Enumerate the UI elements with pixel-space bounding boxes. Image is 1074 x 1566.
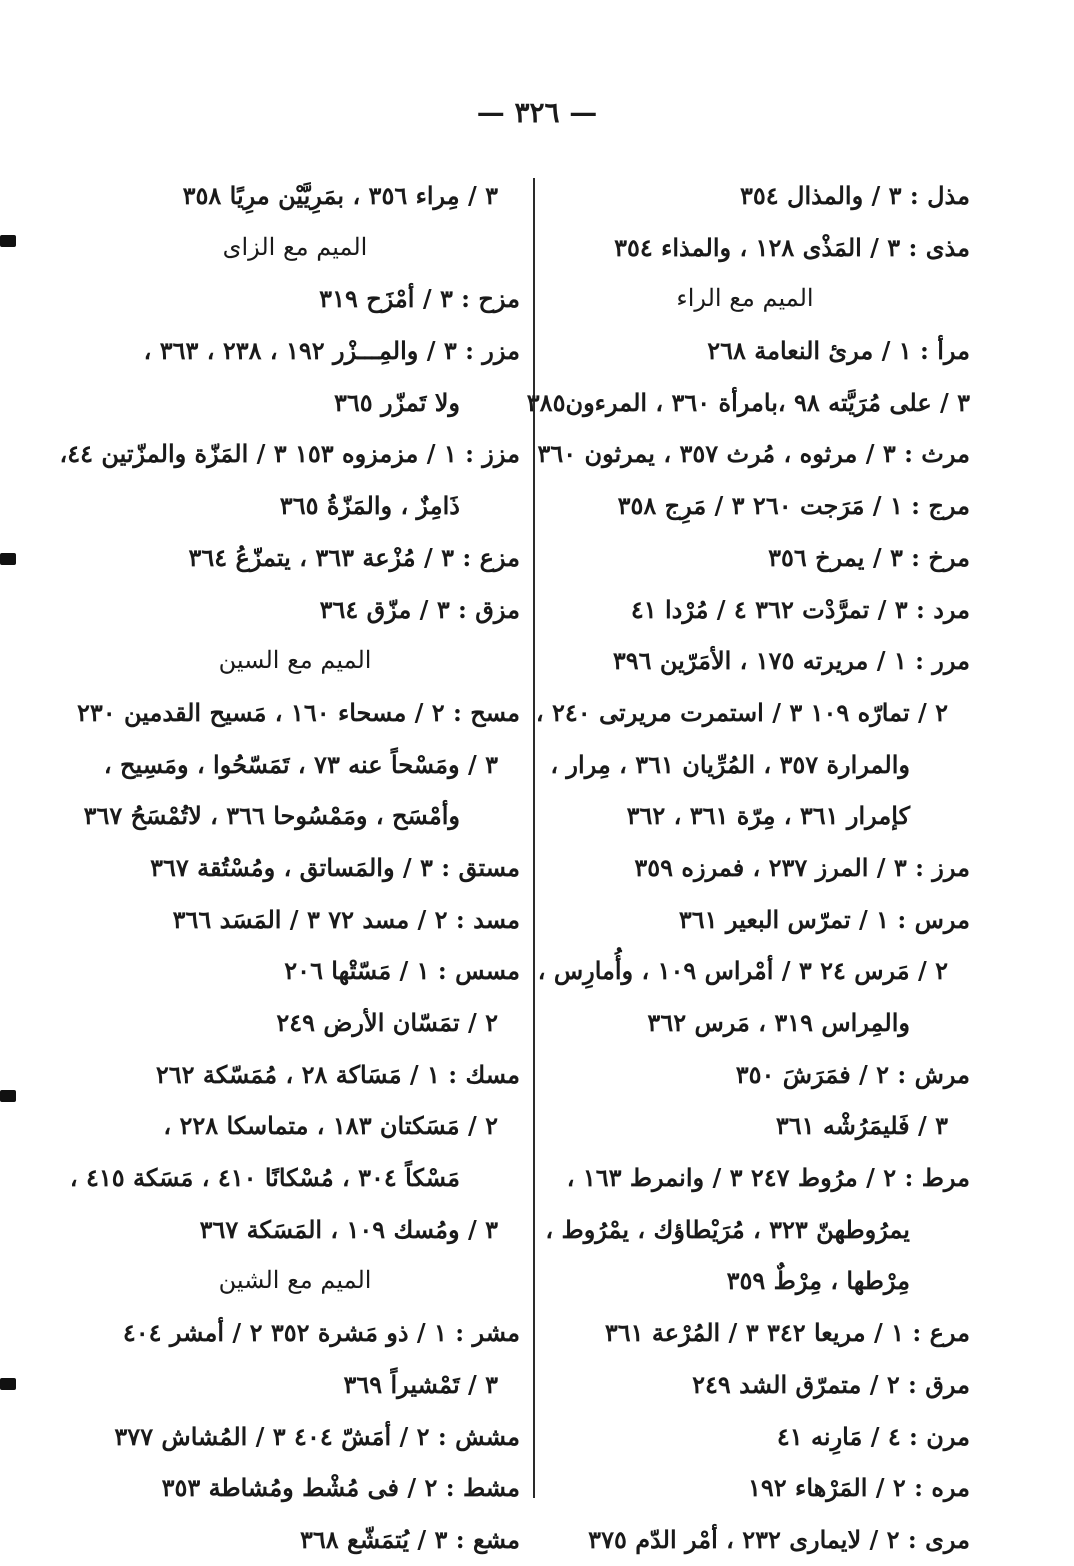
index-entry: مره : ٢ / المَرْهاء ١٩٢ xyxy=(748,1473,970,1503)
index-entry: مستق : ٣ / والمَساتق ، ومُسْتُقة ٣٦٧ xyxy=(150,852,520,882)
index-entry: مرط : ٢ / مرُوط ٢٤٧ ٣ / وانمرط ١٦٣ ، xyxy=(566,1163,970,1193)
index-entry: مزر : ٣ / والمِـــزْر ١٩٢ ، ٢٣٨ ، ٣٦٣ ، xyxy=(143,336,520,366)
index-entry: ذَامِزٌ ، والمَزّةُ ٣٦٥ xyxy=(279,491,460,521)
index-entry: مزز : ١ / مزمزوه ١٥٣ ٣ / المَزّة والمزّتين ٤٤، xyxy=(59,439,520,469)
margin-mark xyxy=(0,553,16,565)
index-entry: يمرُوطهنّ ٣٢٣ ، مُرَيْطاؤك ، يمْرُوط ، xyxy=(545,1214,910,1244)
index-entry: ٣ / ومَسْحاً عنه ٧٣ ، تَمَسّحُوا ، ومَسِيح ، xyxy=(103,749,498,779)
index-entry: مرق : ٢ / متمرّق الشد ٢٤٩ xyxy=(692,1369,970,1399)
right-column xyxy=(520,170,970,1566)
index-entry: مزع : ٣ / مُزْعة ٣٦٣ ، يتمزّعُ ٣٦٤ xyxy=(188,542,520,572)
index-entry: والمرارة ٣٥٧ ، المُرِّيان ٣٦١ ، مِرار ، xyxy=(550,749,910,779)
index-entry: مسح : ٢ / مسحاء ١٦٠ ، مَسيح القدمين ٢٣٠ xyxy=(76,697,520,727)
section-heading: الميم مع السين xyxy=(218,646,372,675)
index-entry: مرج : ١ / مَرَجت ٢٦٠ ٣ / مَرِج ٣٥٨ xyxy=(617,491,970,521)
index-entry: ٣ / ومُسك ١٠٩ ، المَسَكة ٣٦٧ xyxy=(199,1214,498,1244)
index-entry: مرع : ١ / مريعا ٣٤٢ ٣ / المُرْعة ٣٦١ xyxy=(604,1318,970,1348)
index-entry: ٣ / تَمْشيراً ٣٦٩ xyxy=(343,1369,498,1399)
index-entry: مسس : ١ / مَسّتْها ٢٠٦ xyxy=(284,956,520,986)
index-entry: مرى : ٢ / لايمارى ٢٣٢ ، أمْر الدّم ٣٧٥ xyxy=(588,1524,970,1554)
index-entry: مرر : ١ / مريرته ١٧٥ ، الأمَرّين ٣٩٦ xyxy=(612,646,970,676)
index-entry: مرس : ١ / تمرّس البعير ٣٦١ xyxy=(678,904,970,934)
index-entry: مرن : ٤ / مَارِنه ٤١ xyxy=(776,1421,970,1451)
margin-mark xyxy=(0,1378,16,1390)
section-heading: الميم مع الراء xyxy=(676,284,814,313)
section-heading: الميم مع الشين xyxy=(218,1266,372,1295)
index-entry: كإمرار ٣٦١ ، مِرّة ٣٦١ ، ٣٦٢ xyxy=(626,801,910,831)
index-entry: وأمْسَح ، ومَمْسُوحا ٣٦٦ ، لاتُمْسَحُ ٣٦٧ xyxy=(83,801,460,831)
index-entry: مرز : ٣ / المرز ٢٣٧ ، فمرزه ٣٥٩ xyxy=(634,852,970,882)
index-entry: مسك : ١ / مَسَاكة ٢٨ ، مُمَسّكة ٢٦٢ xyxy=(155,1059,520,1089)
index-entry: مرث : ٣ / مرثوه ، مُرث ٣٥٧ ، يمرثون ٣٦٠ xyxy=(537,439,970,469)
index-entry: مرد : ٣ / تمرَّدْت ٣٦٢ ٤ / مُرْدا ٤١ xyxy=(630,594,970,624)
index-entry: مَسْكاً ٣٠٤ ، مُسْكانًا ٤١٠ ، مَسَكة ٤١٥ ، xyxy=(69,1163,460,1193)
index-entry: ولا تَمزّر ٣٦٥ xyxy=(333,387,460,417)
section-heading: الميم مع الزاى xyxy=(222,232,368,261)
index-entry: ٣ / مِراء ٣٥٦ ، بمَرِيَّيْن مرِيًا ٣٥٨ xyxy=(182,181,498,210)
margin-mark xyxy=(0,235,16,247)
index-entry: مشر : ١ / ذو مَشرة ٣٥٢ ٢ / أمشر ٤٠٤ xyxy=(122,1318,520,1348)
index-entry: والمِراس ٣١٩ ، مَرس ٣٦٢ xyxy=(647,1008,910,1037)
index-entry: مذل : ٣ / والمذال ٣٥٤ xyxy=(739,181,970,210)
index-entry: مشش : ٢ / أمَشّ ٤٠٤ ٣ / المُشاش ٣٧٧ xyxy=(114,1421,520,1451)
left-column xyxy=(59,170,520,1566)
index-entry: مرأ : ١ / مرئ النعامة ٢٦٨ xyxy=(707,336,970,366)
page-number: — ٣٢٦ — xyxy=(476,96,598,129)
index-entry: ٢ / مَسَكتان ١٨٣ ، متماسكا ٢٢٨ ، xyxy=(163,1111,498,1141)
index-entry: مرخ : ٣ / يمرخ ٣٥٦ xyxy=(768,542,970,572)
index-entry: ٣ / على مُرَيَّته ٩٨ ،بامرأة ٣٦٠ ، المرءون٣٨٥ xyxy=(526,387,970,417)
index-entry: مشع : ٣ / يُتمَشّع ٣٦٨ xyxy=(300,1524,520,1554)
index-entry: مزح : ٣ / أمْزَح ٣١٩ xyxy=(319,284,520,314)
index-entry: ٢ / تمارّه ١٠٩ ٣ / استمرت مريرتى ٢٤٠ ، xyxy=(535,697,948,727)
index-entry: ٢ / مَرس ٢٤ ٣ / أمْراس ١٠٩ ، وأُمارِس ، xyxy=(537,956,948,986)
index-entry: مشط : ٢ / فى مُشْط ومُشاطة ٣٥٣ xyxy=(161,1473,520,1503)
index-entry: مسد : ٢ / مسد ٧٢ ٣ / المَسَد ٣٦٦ xyxy=(172,904,520,934)
margin-mark xyxy=(0,1090,16,1102)
index-entry: مزق : ٣ / مزّق ٣٦٤ xyxy=(319,594,520,624)
index-entry: ٣ / فَليمَرُشْه ٣٦١ xyxy=(775,1111,948,1141)
index-entry: مرش : ٢ / فمَرَشَ ٣٥٠ xyxy=(735,1059,970,1089)
index-entry: مذى : ٣ / المَذْى ١٢٨ ، والمذاء ٣٥٤ xyxy=(614,232,970,262)
index-entry: ٢ / تمَسّان الأرض ٢٤٩ xyxy=(276,1008,498,1037)
index-entry: مِرْطها ، مِرْطٌ ٣٥٩ xyxy=(726,1266,910,1296)
